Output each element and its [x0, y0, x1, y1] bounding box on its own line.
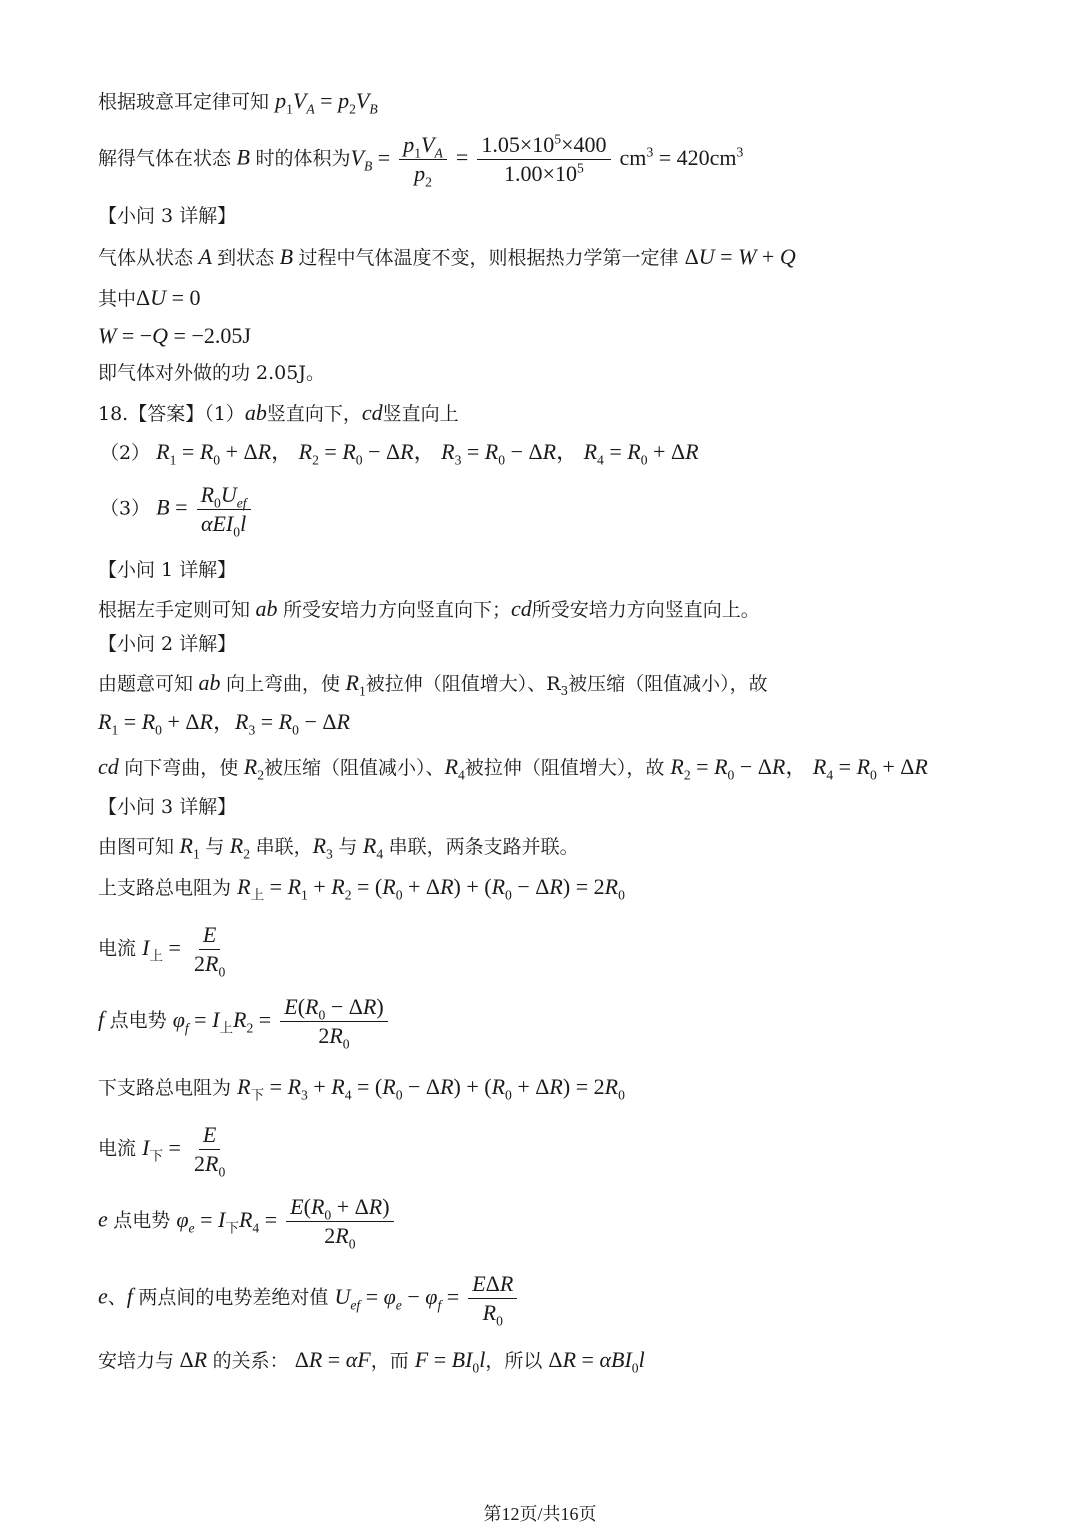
text-line: $R_1 = R_0 + \Delta R$，$R_3 = R_0 - \Delta R$: [98, 709, 350, 738]
text-line: 解得气体在状态 B 时的体积为$V_B$ = $\frac{p_1V_A}{p_2}$ = $\frac{1.05\times 10^5\times 400}{1.00\times 10^5}$ $cm^3 = 420cm^3$: [98, 131, 744, 190]
section-header: 【小问 3 详解】: [98, 205, 237, 227]
text-line: （3） B = $\frac{R_0U_{ef}}{\alpha EI_0l}$: [100, 484, 254, 535]
page-footer: 第12页/共16页: [483, 1504, 597, 1524]
text-line: W = −Q = −2.05J: [98, 323, 251, 348]
section-header: 【小问 3 详解】: [98, 796, 237, 818]
text-line: 其中ΔU = 0: [98, 285, 201, 310]
text-line: e、f 两点间的电势差绝对值 $U_{ef} = \varphi_e - \varphi_f$ = $\frac{\text{EΔR}}{R_0}$: [98, 1273, 520, 1324]
text-line: 上支路总电阻为 $R_上 = R_1 + R_2 = (R_0 + \Delta R) + (R_0 - \Delta R) = 2R_0$: [98, 874, 625, 903]
text-line: f 点电势 $\varphi_f = I_上R_2$ = $\frac{E(R_0 - \Delta R)}{2R_0}$: [98, 996, 391, 1047]
section-header: 【小问 1 详解】: [98, 559, 237, 581]
text-line: （2） $R_1 = R_0 + \Delta R$， $R_2 = R_0 - \Delta R$， $R_3 = R_0 - \Delta R$， $R_4 = R_0 + \Delta R$: [100, 439, 699, 468]
text-line: 电流 $I_上$ = $\frac{E}{2R_0}$: [98, 922, 226, 980]
text-line: 根据左手定则可知 ab 所受安培力方向竖直向下；cd所受安培力方向竖直向上。: [98, 596, 760, 621]
text-line: e 点电势 $\varphi_e = I_下R_4$ = $\frac{E(R_0 + \Delta R)}{2R_0}$: [98, 1196, 397, 1247]
text-line: 即气体对外做的功 2.05J。: [98, 362, 325, 384]
text-line: 根据玻意耳定律可知 $p_1V_A = p_2V_B$: [98, 88, 378, 117]
text-line: 下支路总电阻为 $R_下 = R_3 + R_4 = (R_0 - \Delta R) + (R_0 + \Delta R) = 2R_0$: [98, 1074, 625, 1103]
text-line: 由题意可知 ab 向上弯曲，使 $R_1$被拉伸（阻值增大）、$R_3$被压缩（阻值减小），故: [98, 670, 768, 699]
text-line: 电流 $I_下$ = $\frac{E}{2R_0}$: [98, 1122, 226, 1180]
text-line: 安培力与 ΔR 的关系： ΔR = αF，而 $F = BI_0l$，所以 ΔR = αBI$_0$l: [98, 1347, 645, 1376]
text-line: 由图可知 $R_1$ 与 $R_2$ 串联，$R_3$ 与 $R_4$ 串联，两条支路并联。: [98, 833, 579, 862]
text-line: 气体从状态 A 到状态 B 过程中气体温度不变，则根据热力学第一定律 ΔU = W + Q: [98, 244, 796, 269]
section-header: 【小问 2 详解】: [98, 633, 237, 655]
text-line: 18.【答案】（1）ab竖直向下，cd竖直向上: [98, 400, 459, 425]
text-line: cd 向下弯曲，使 $R_2$被压缩（阻值减小）、$R_4$被拉伸（阻值增大），故 $R_2 = R_0 - \Delta R$， $R_4 = R_0 + \Delta R$: [98, 754, 928, 783]
